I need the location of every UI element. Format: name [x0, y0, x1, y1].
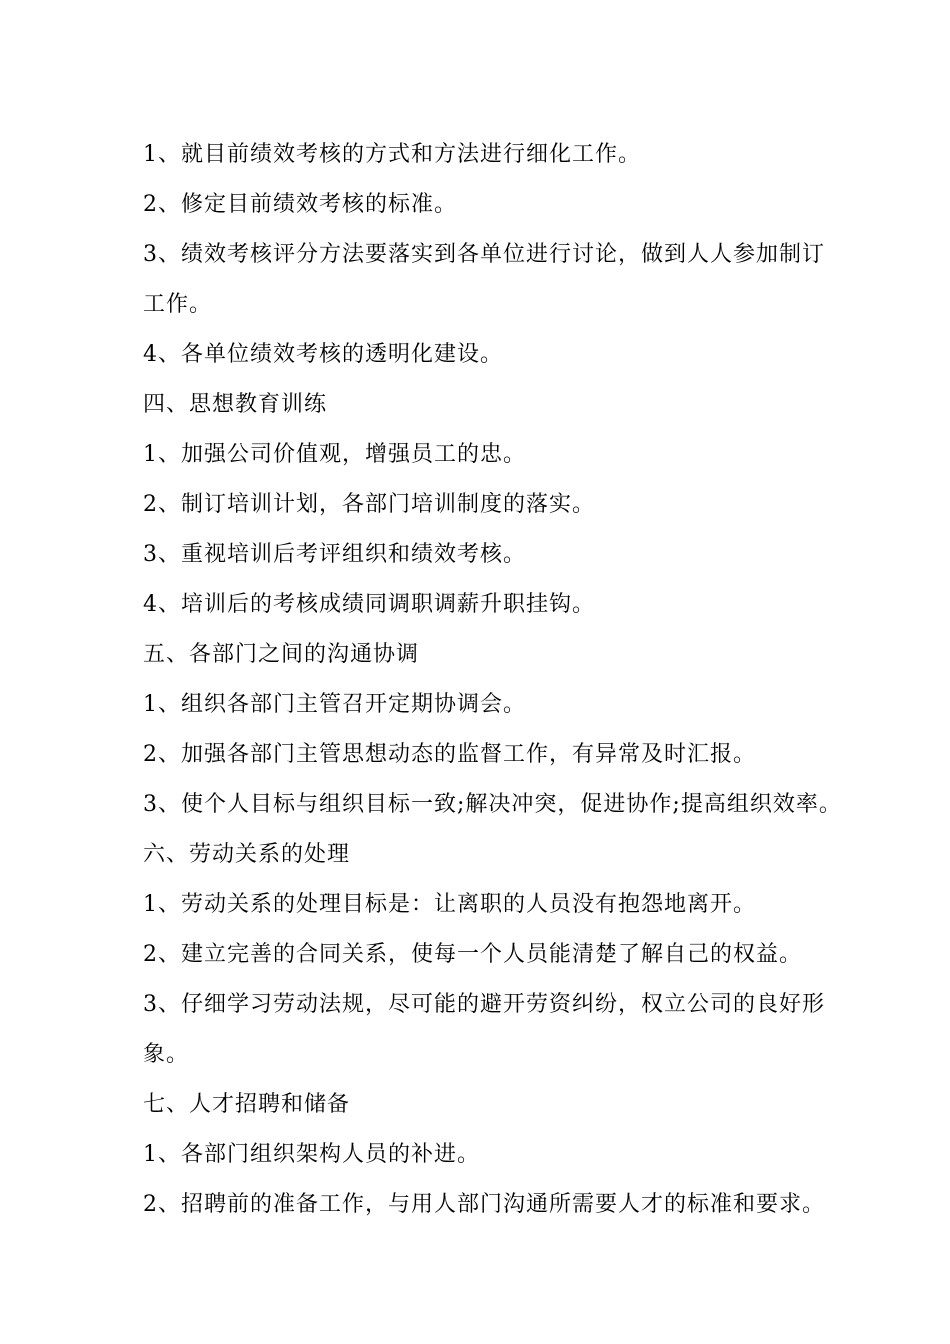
document-body [143, 130, 842, 1230]
text-line: 象。 [143, 1042, 190, 1067]
section-heading: 六、劳动关系的处理 [143, 842, 351, 867]
text-line: 1、劳动关系的处理目标是：让离职的人员没有抱怨地离开。 [143, 892, 756, 917]
text-line: 3、使个人目标与组织目标一致;解决冲突，促进协作;提高组织效率。 [143, 792, 842, 817]
text-line: 1、就目前绩效考核的方式和方法进行细化工作。 [143, 142, 641, 167]
text-line: 3、重视培训后考评组织和绩效考核。 [143, 542, 526, 567]
text-line: 2、招聘前的准备工作，与用人部门沟通所需要人才的标准和要求。 [143, 1192, 825, 1217]
text-line: 1、各部门组织架构人员的补进。 [143, 1142, 480, 1167]
section-heading: 五、各部门之间的沟通协调 [143, 642, 420, 667]
text-line: 2、加强各部门主管思想动态的监督工作，有异常及时汇报。 [143, 742, 756, 767]
text-line: 1、加强公司价值观，增强员工的忠。 [143, 442, 526, 467]
text-line: 3、仔细学习劳动法规，尽可能的避开劳资纠纷，权立公司的良好形 [143, 992, 825, 1017]
text-line: 1、组织各部门主管召开定期协调会。 [143, 692, 526, 717]
text-line: 4、各单位绩效考核的透明化建设。 [143, 342, 503, 367]
section-heading: 七、人才招聘和储备 [143, 1092, 351, 1117]
section-heading: 四、思想教育训练 [143, 392, 328, 417]
text-line: 4、培训后的考核成绩同调职调薪升职挂钩。 [143, 592, 595, 617]
text-line: 工作。 [143, 292, 213, 317]
text-line: 2、建立完善的合同关系，使每一个人员能清楚了解自己的权益。 [143, 942, 802, 967]
text-line: 2、制订培训计划，各部门培训制度的落实。 [143, 492, 595, 517]
text-line: 2、修定目前绩效考核的标准。 [143, 192, 457, 217]
text-line: 3、绩效考核评分方法要落实到各单位进行讨论，做到人人参加制订 [143, 242, 825, 267]
